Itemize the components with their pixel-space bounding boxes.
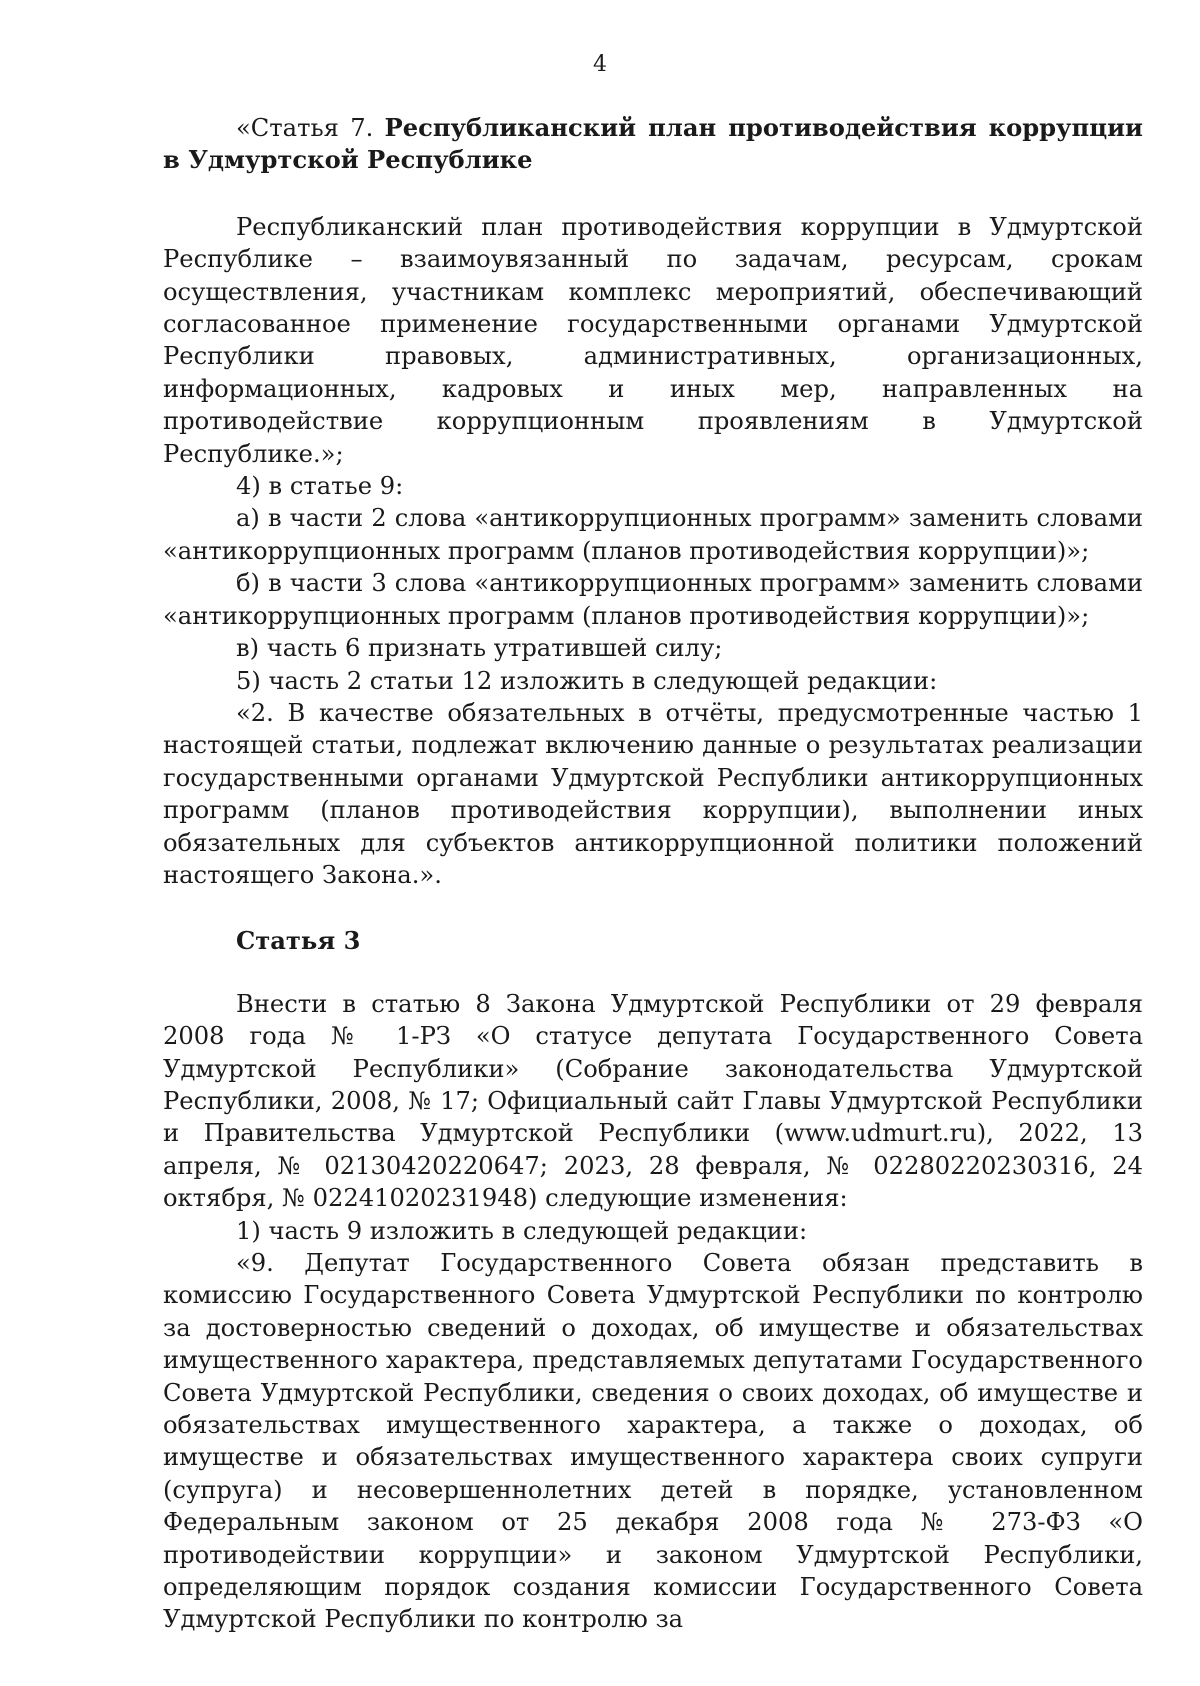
article3-intro: Внести в статью 8 Закона Удмуртской Республики от 29 февраля 2008 года № 1-РЗ «О статусе депутата Государственного Совета Удмуртской Республики» (Собрание законодательства Удмуртской Республики, 2008, № 17; Официальный сайт Главы Удмуртской Республики и Правительства Удмуртской Республики (www.udmurt.ru), 2022, 13 апреля, № 02130420220647; 2023, 28 февраля, № 02280220230316, 24 октября, № 02241020231948) следующие изменения: (163, 989, 1143, 1213)
page-number: 4 (593, 52, 607, 77)
item-4v: в) часть 6 признать утратившей силу; (236, 634, 723, 663)
article7-title (163, 112, 1143, 177)
article3-heading: Статья 3 (236, 926, 361, 956)
article3-item-1-text: «9. Депутат Государственного Совета обязан представить в комиссию Государственного Совета Удмуртской Республики по контролю за достоверностью сведений о доходах, об имуществе и обязательствах имущественного характера, представляемых депутатами Государственного Совета Удмуртской Республики, сведения о своих доходах, об имуществе и обязательствах имущественного характера, а также о доходах, об имуществе и обязательствах имущественного характера своих супруги (супруга) и несовершеннолетних детей в порядке, установленном Федеральным законом от 25 декабря 2008 года № 273-ФЗ «О противодействии коррупции» и законом Удмуртской Республики, определяющим порядок создания комиссии Государственного Совета Удмуртской Республики по контролю за (163, 1249, 1143, 1634)
article3-item-1: 1) часть 9 изложить в следующей редакции: (236, 1216, 808, 1245)
spacer (163, 958, 1143, 988)
article7-prefix: «Статья 7. (236, 114, 385, 142)
article7-title-text: Республиканский план противодействия коррупции в Удмуртской Республике (163, 113, 1143, 175)
spacer (163, 891, 1143, 925)
spacer (163, 177, 1143, 211)
item-4a: а) в части 2 слова «антикоррупционных программ» заменить словами «антикоррупционных программ (планов противодействия коррупции)»; (163, 504, 1143, 565)
item-4: 4) в статье 9: (236, 472, 404, 501)
item-4b: б) в части 3 слова «антикоррупционных программ» заменить словами «антикоррупционных программ (планов противодействия коррупции)»; (163, 569, 1143, 630)
item-5-text: «2. В качестве обязательных в отчёты, предусмотренные частью 1 настоящей статьи, подлежат включению данные о результатах реализации государственными органами Удмуртской Республики антикоррупционных программ (планов противодействия коррупции), выполнении иных обязательных для субъектов антикоррупционной политики положений настоящего Закона.». (163, 698, 1143, 889)
article7-body: Республиканский план противодействия коррупции в Удмуртской Республике – взаимоувязанный по задачам, ресурсам, срокам осуществления, участникам комплекс мероприятий, обеспечивающий согласованное применение государственными органами Удмуртской Республики правовых, административных, организационных, информационных, кадровых и иных мер, направленных на противодействие коррупционным проявлениям в Удмуртской Республике.»; (163, 212, 1143, 468)
document-body (163, 112, 1143, 1636)
item-5: 5) часть 2 статьи 12 изложить в следующей редакции: (236, 666, 938, 695)
